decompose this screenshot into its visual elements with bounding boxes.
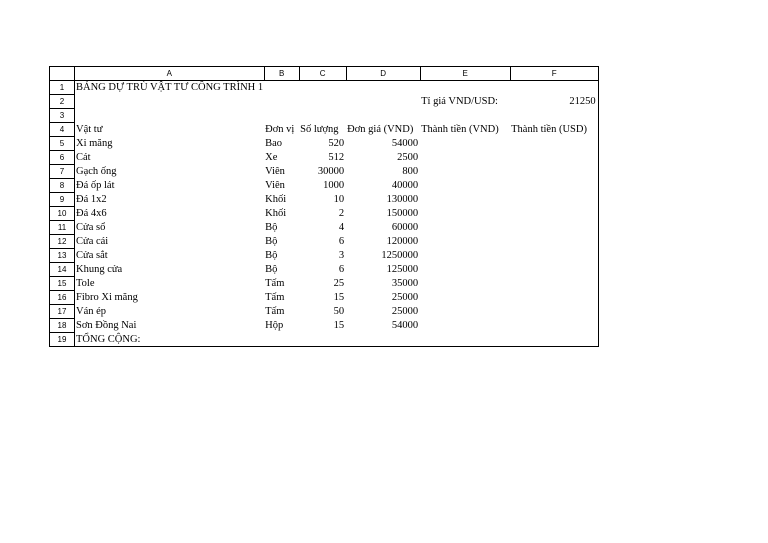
- column-header-c[interactable]: C: [299, 67, 346, 81]
- cell-e3[interactable]: [420, 109, 510, 123]
- cell-c3[interactable]: [299, 109, 346, 123]
- cell-b3[interactable]: [264, 109, 299, 123]
- unit-cell[interactable]: Bộ: [265, 264, 278, 275]
- row-header[interactable]: 14: [50, 263, 75, 277]
- material-name-cell[interactable]: Cửa cái: [76, 236, 109, 247]
- cell-f2[interactable]: 21250: [510, 95, 598, 109]
- table-row: [50, 263, 599, 277]
- total-vnd-cell[interactable]: [420, 193, 510, 207]
- table-row: [50, 249, 599, 263]
- table-row: [50, 291, 599, 305]
- total-vnd-cell[interactable]: [420, 151, 510, 165]
- row-header[interactable]: 5: [50, 137, 75, 151]
- unit-price-cell[interactable]: 150000: [386, 208, 419, 219]
- material-name-cell[interactable]: Tole: [76, 278, 95, 289]
- table-row: [50, 319, 599, 333]
- row-header[interactable]: 15: [50, 277, 75, 291]
- cell-d2[interactable]: [346, 95, 420, 109]
- table-row: [50, 151, 599, 165]
- material-name-cell[interactable]: Ván ép: [76, 306, 107, 317]
- cell-f1[interactable]: [510, 81, 598, 95]
- total-usd-cell[interactable]: [510, 263, 598, 277]
- unit-price-cell[interactable]: 25000: [391, 306, 419, 317]
- table-row: [50, 193, 599, 207]
- cell-c2[interactable]: [299, 95, 346, 109]
- material-name-cell[interactable]: Khung cửa: [76, 264, 123, 275]
- unit-cell[interactable]: Viên: [265, 180, 285, 191]
- total-vnd-cell[interactable]: [420, 137, 510, 151]
- sheet-title: BẢNG DỰ TRÙ VẬT TƯ CÔNG TRÌNH 1: [76, 82, 264, 94]
- unit-cell[interactable]: Hộp: [265, 320, 284, 331]
- quantity-cell[interactable]: 50: [333, 306, 345, 317]
- total-vnd-cell[interactable]: [420, 249, 510, 263]
- cell-a2[interactable]: [75, 95, 265, 109]
- header-total-vnd[interactable]: Thành tiền (VND): [421, 124, 499, 135]
- row-header[interactable]: 2: [50, 95, 75, 109]
- unit-price-cell[interactable]: 120000: [386, 236, 419, 247]
- unit-cell[interactable]: Khối: [265, 194, 287, 205]
- column-header-e[interactable]: E: [420, 67, 510, 81]
- column-header-f[interactable]: F: [510, 67, 598, 81]
- total-usd-cell[interactable]: [510, 165, 598, 179]
- table-row: [50, 179, 599, 193]
- unit-cell[interactable]: Bộ: [265, 250, 278, 261]
- total-vnd-cell[interactable]: [420, 263, 510, 277]
- cell-b2[interactable]: [264, 95, 299, 109]
- quantity-cell[interactable]: 25: [333, 278, 345, 289]
- column-header-row: [50, 67, 599, 81]
- total-usd-cell[interactable]: [510, 151, 598, 165]
- column-header-d[interactable]: D: [346, 67, 420, 81]
- unit-cell[interactable]: Xe: [265, 152, 278, 163]
- material-name-cell[interactable]: Cửa sổ: [76, 222, 106, 233]
- unit-price-cell[interactable]: 54000: [391, 320, 419, 331]
- quantity-cell[interactable]: 6: [338, 264, 345, 275]
- quantity-cell[interactable]: 15: [333, 292, 345, 303]
- quantity-cell[interactable]: 30000: [317, 166, 345, 177]
- sheet-row: [50, 81, 599, 95]
- spreadsheet-grid: [49, 66, 599, 347]
- unit-price-cell[interactable]: 800: [402, 166, 419, 177]
- cell-e1[interactable]: [420, 81, 510, 95]
- row-header[interactable]: 6: [50, 151, 75, 165]
- cell-f19[interactable]: [510, 333, 598, 347]
- unit-price-cell[interactable]: 1250000: [381, 250, 419, 261]
- row-header[interactable]: 3: [50, 109, 75, 123]
- header-unit[interactable]: Đơn vị: [265, 124, 295, 135]
- row-header[interactable]: 11: [50, 221, 75, 235]
- cell-e2[interactable]: [420, 95, 510, 109]
- table-header-row: [50, 123, 599, 137]
- quantity-cell[interactable]: 15: [333, 320, 345, 331]
- total-vnd-cell[interactable]: [420, 235, 510, 249]
- row-header[interactable]: 1: [50, 81, 75, 95]
- table-row: [50, 207, 599, 221]
- unit-cell[interactable]: Bộ: [265, 222, 278, 233]
- table-row: [50, 277, 599, 291]
- cell-c19[interactable]: [299, 333, 346, 347]
- row-header[interactable]: 10: [50, 207, 75, 221]
- row-header[interactable]: 19: [50, 333, 75, 347]
- sheet-row: [50, 95, 599, 109]
- total-vnd-cell[interactable]: [420, 165, 510, 179]
- header-quantity[interactable]: Số lượng: [300, 124, 339, 135]
- cell-e19[interactable]: [420, 333, 510, 347]
- unit-cell[interactable]: Tấm: [265, 278, 285, 289]
- unit-price-cell[interactable]: 60000: [391, 222, 419, 233]
- column-header-b[interactable]: B: [264, 67, 299, 81]
- quantity-cell[interactable]: 10: [333, 194, 345, 205]
- material-name-cell[interactable]: Cát: [76, 152, 91, 163]
- material-name-cell[interactable]: Đá 4x6: [76, 208, 107, 219]
- material-name-cell[interactable]: Cửa sắt: [76, 250, 108, 261]
- row-header[interactable]: 8: [50, 179, 75, 193]
- quantity-cell[interactable]: 512: [328, 152, 345, 163]
- material-name-cell[interactable]: Gạch ống: [76, 166, 117, 177]
- quantity-cell[interactable]: 6: [338, 236, 345, 247]
- total-usd-cell[interactable]: [510, 319, 598, 333]
- total-usd-cell[interactable]: [510, 207, 598, 221]
- unit-cell[interactable]: Viên: [265, 166, 285, 177]
- unit-price-cell[interactable]: 25000: [391, 292, 419, 303]
- cell-b1[interactable]: [264, 81, 299, 95]
- cell-d1[interactable]: [346, 81, 420, 95]
- unit-cell[interactable]: Bộ: [265, 236, 278, 247]
- material-name-cell[interactable]: Sơn Đồng Nai: [76, 320, 137, 331]
- unit-cell[interactable]: Bao: [265, 138, 283, 149]
- cell-a1[interactable]: [75, 81, 265, 95]
- row-header[interactable]: 16: [50, 291, 75, 305]
- material-name-cell[interactable]: Xi măng: [76, 138, 113, 149]
- unit-price-cell[interactable]: 40000: [391, 180, 419, 191]
- quantity-cell[interactable]: 1000: [323, 180, 345, 191]
- quantity-cell[interactable]: 4: [338, 222, 345, 233]
- table-row: [50, 235, 599, 249]
- cell-b19[interactable]: [264, 333, 299, 347]
- row-header[interactable]: 4: [50, 123, 75, 137]
- total-vnd-cell[interactable]: [420, 207, 510, 221]
- total-vnd-cell[interactable]: [420, 305, 510, 319]
- row-header[interactable]: 13: [50, 249, 75, 263]
- unit-price-cell[interactable]: 2500: [397, 152, 419, 163]
- total-usd-cell[interactable]: [510, 277, 598, 291]
- row-header[interactable]: 7: [50, 165, 75, 179]
- unit-cell[interactable]: Khối: [265, 208, 287, 219]
- total-vnd-cell[interactable]: [420, 291, 510, 305]
- total-usd-cell[interactable]: [510, 291, 598, 305]
- header-unit-price[interactable]: Đơn giá (VND): [347, 124, 414, 135]
- total-usd-cell[interactable]: [510, 249, 598, 263]
- table-row: [50, 305, 599, 319]
- quantity-cell[interactable]: 520: [328, 138, 345, 149]
- header-material[interactable]: Vật tư: [76, 124, 103, 135]
- cell-d19[interactable]: [346, 333, 420, 347]
- cell-f3[interactable]: [510, 109, 598, 123]
- row-header[interactable]: 9: [50, 193, 75, 207]
- total-label: TỔNG CỘNG:: [76, 333, 141, 345]
- total-vnd-cell[interactable]: [420, 319, 510, 333]
- unit-price-cell[interactable]: 54000: [391, 138, 419, 149]
- cell-a3[interactable]: [75, 109, 265, 123]
- select-all-corner[interactable]: [50, 67, 75, 81]
- total-usd-cell[interactable]: [510, 193, 598, 207]
- unit-price-cell[interactable]: 125000: [386, 264, 419, 275]
- material-name-cell[interactable]: Đá ốp lát: [76, 180, 115, 191]
- table-row: [50, 221, 599, 235]
- table-row: [50, 165, 599, 179]
- column-header-a[interactable]: A: [75, 67, 265, 81]
- total-vnd-cell[interactable]: [420, 221, 510, 235]
- material-name-cell[interactable]: Đá 1x2: [76, 194, 107, 205]
- total-usd-cell[interactable]: [510, 235, 598, 249]
- unit-price-cell[interactable]: 130000: [386, 194, 419, 205]
- unit-price-cell[interactable]: 35000: [391, 278, 419, 289]
- total-usd-cell[interactable]: [510, 305, 598, 319]
- material-name-cell[interactable]: Fibro Xi măng: [76, 292, 138, 303]
- row-header[interactable]: 17: [50, 305, 75, 319]
- total-usd-cell[interactable]: [510, 221, 598, 235]
- total-vnd-cell[interactable]: [420, 277, 510, 291]
- total-row: [50, 333, 599, 347]
- unit-cell[interactable]: Tấm: [265, 292, 285, 303]
- total-label-cell[interactable]: [75, 333, 265, 347]
- total-vnd-cell[interactable]: [420, 179, 510, 193]
- sheet-row: [50, 109, 599, 123]
- cell-d3[interactable]: [346, 109, 420, 123]
- header-total-usd[interactable]: Thành tiền (USD): [510, 123, 598, 137]
- table-row: [50, 137, 599, 151]
- total-usd-cell[interactable]: [510, 137, 598, 151]
- quantity-cell[interactable]: 3: [338, 250, 345, 261]
- rate-label: Tỉ giá VND/USD:: [421, 96, 498, 107]
- total-usd-cell[interactable]: [510, 179, 598, 193]
- row-header[interactable]: 12: [50, 235, 75, 249]
- quantity-cell[interactable]: 2: [338, 208, 345, 219]
- cell-c1[interactable]: [299, 81, 346, 95]
- row-header[interactable]: 18: [50, 319, 75, 333]
- unit-cell[interactable]: Tấm: [265, 306, 285, 317]
